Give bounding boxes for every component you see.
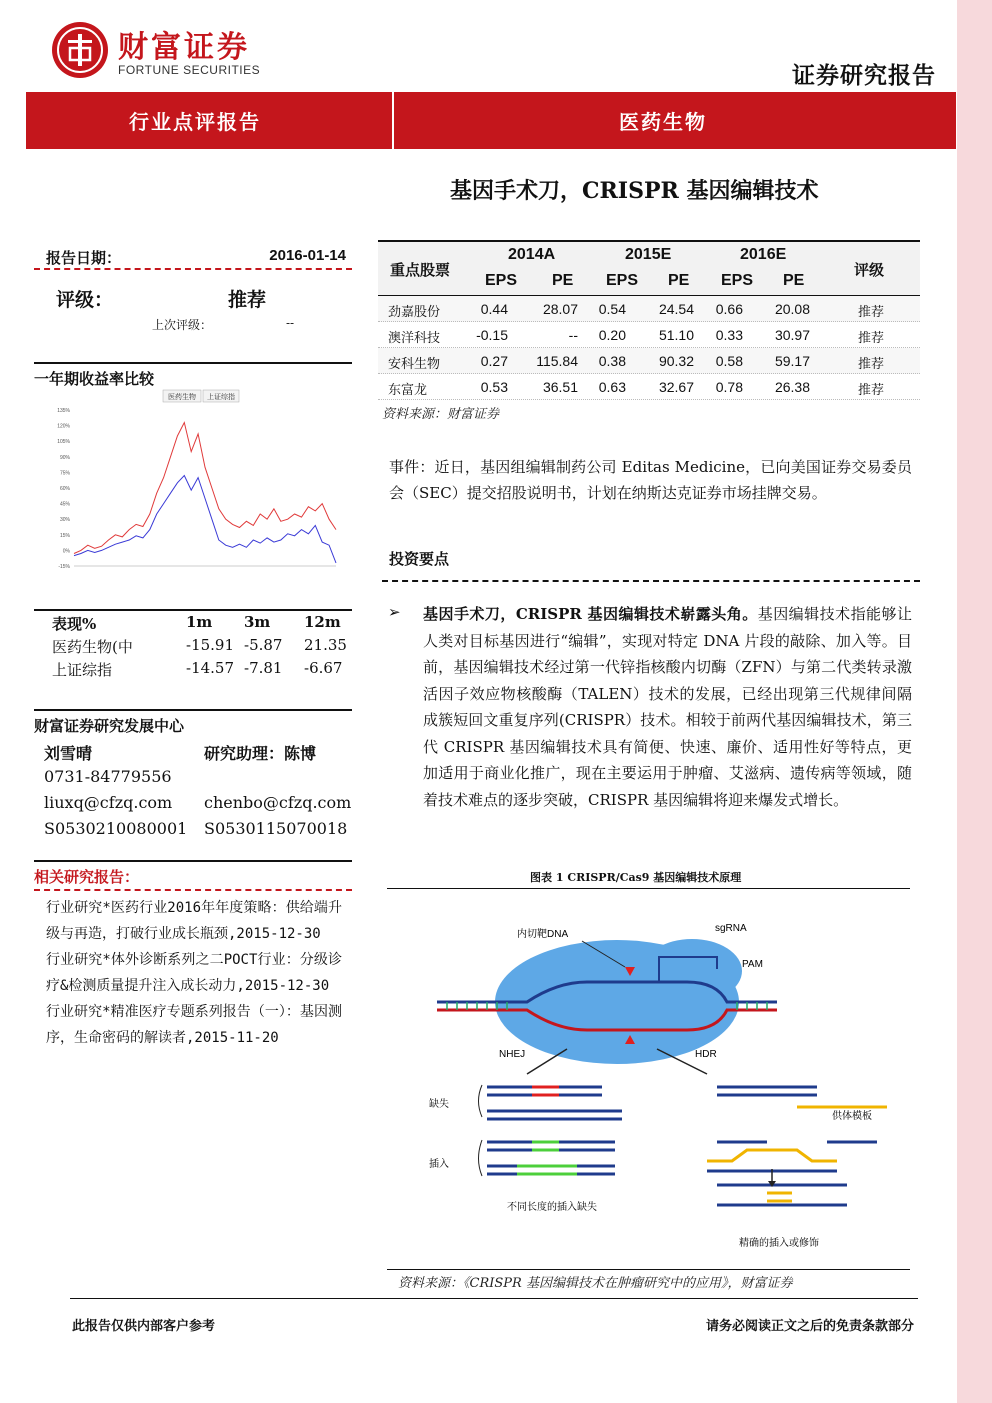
col-pe: PE — [783, 272, 805, 289]
stock-row — [378, 296, 920, 322]
header-banner — [26, 92, 956, 149]
stock-rating: 推荐 — [858, 357, 885, 372]
col-rating: 评级 — [854, 261, 885, 279]
perf-header-row — [34, 611, 352, 634]
perf-row — [34, 634, 352, 657]
stock-value: -0.15 — [476, 327, 508, 343]
stock-value: 0.33 — [715, 327, 743, 343]
report-date-value: 2016-01-14 — [269, 247, 346, 264]
bullet-headline: 基因手术刀，CRISPR 基因编辑技术崭露头角。 — [423, 605, 758, 623]
stock-value: 26.38 — [774, 379, 810, 395]
figure-source: 资料来源：《CRISPR 基因编辑技术在肿瘤研究中的应用》，财富证券 — [398, 1276, 793, 1291]
col-year-2015: 2015E — [625, 246, 672, 263]
stock-value: 0.44 — [480, 301, 508, 317]
stock-value: 59.17 — [774, 353, 810, 369]
industry-name: 医药生物 — [619, 110, 707, 134]
page-title: 基因手术刀，CRISPR 基因编辑技术 — [450, 178, 819, 204]
perf-12m: 21.35 — [304, 636, 347, 654]
perf-row-name: 医药生物(中 — [52, 638, 133, 656]
stock-value: 0.63 — [598, 379, 626, 395]
y-tick-label: 135% — [57, 408, 70, 414]
stock-value: 0.38 — [598, 353, 626, 369]
stock-value: 0.78 — [715, 379, 743, 395]
y-tick-label: 90% — [59, 454, 70, 461]
stock-rating: 推荐 — [858, 383, 885, 398]
label-deletion: 缺失 — [429, 1099, 449, 1110]
series-line-index — [74, 476, 336, 563]
y-tick-label: 75% — [59, 470, 70, 477]
legend-pharma: 医药生物 — [168, 394, 196, 401]
stock-value: 32.67 — [658, 379, 694, 395]
assistant-license: S0530115070018 — [204, 819, 348, 838]
col-eps: EPS — [485, 272, 518, 289]
rating-label: 评级： — [56, 289, 114, 311]
perf-3m: -5.87 — [244, 636, 283, 654]
investment-bullet — [423, 601, 912, 813]
fortune-seal-logo — [50, 20, 110, 80]
stock-name: 劲嘉股份 — [388, 305, 441, 320]
report-date-label: 报告日期： — [46, 249, 122, 267]
perf-1m: -15.91 — [186, 636, 235, 654]
y-tick-label: 120% — [57, 423, 70, 430]
perf-row-name: 上证综指 — [52, 661, 113, 679]
investment-heading: 投资要点 — [389, 550, 450, 568]
related-heading: 相关研究报告： — [34, 860, 352, 891]
related-report-item[interactable]: 行业研究*体外诊断系列之二POCT行业：分级诊疗&检测质量提升注入成长动力,2015-12-30 — [46, 952, 342, 994]
analyst-email[interactable]: liuxq@cfzq.com — [44, 793, 173, 812]
related-reports — [46, 895, 342, 1051]
footer-disclaimer: 请务必阅读正文之后的免责条款部分 — [705, 1319, 914, 1334]
perf-row — [34, 657, 352, 680]
performance-table — [34, 609, 352, 680]
key-stocks-table — [378, 240, 920, 400]
research-center: 财富证券研究发展中心 — [34, 709, 352, 736]
perf-12m: -6.67 — [304, 659, 343, 677]
label-target-dna: 内切靶DNA — [517, 929, 569, 940]
brand-english: FORTUNE SECURITIES — [118, 63, 261, 77]
stock-value: 0.54 — [598, 301, 626, 317]
y-tick-label: -15% — [58, 564, 70, 570]
analyst-name: 刘雪晴 — [44, 744, 93, 763]
perf-col-label: 表现% — [52, 615, 97, 633]
cas9-lobe-shape — [642, 939, 742, 1003]
stock-value: 51.10 — [658, 327, 694, 343]
stock-rating: 推荐 — [858, 331, 885, 346]
analyst-license: S0530210080001 — [44, 819, 188, 838]
legend-index: 上证综指 — [207, 394, 235, 401]
stock-value: 36.51 — [542, 379, 578, 395]
prev-rating-value: -- — [286, 316, 295, 330]
related-report-item[interactable]: 行业研究*精准医疗专题系列报告（一）：基因测序，生命密码的解读者,2015-11-20 — [46, 1004, 342, 1046]
label-sgrna: sgRNA — [715, 923, 747, 934]
report-category: 行业点评报告 — [129, 110, 261, 134]
y-tick-label: 105% — [57, 439, 70, 446]
label-pam: PAM — [742, 959, 763, 970]
doc-type: 证券研究报告 — [792, 62, 936, 89]
footer-divider — [70, 1298, 918, 1299]
report-date-row — [34, 244, 352, 270]
stock-value: 30.97 — [774, 327, 810, 343]
crispr-diagram — [387, 889, 910, 1271]
label-variable-indels: 不同长度的插入缺失 — [507, 1202, 597, 1213]
return-comparison-chart — [40, 388, 352, 588]
bullet-body: 基因编辑技术指能够让人类对目标基因进行“编辑”，实现对特定 DNA 片段的敲除、加入等。目前，基因编辑技术经过第一代锌指核酸内切酶（ZFN）与第二代类转录激活因子效应物核酸酶（TALEN）技术的发展，已经出现第三代规律间隔成簇短回文重复序列(CRISPR）技术。相较于前两代基因编辑技术，第三代 CRISPR 基因编辑技术具有简便、快速、廉价、适用性好等特点，更加适用于商业化推广，现在主要运用于肿瘤、艾滋病、遗传病等领域，随着技术难点的逐步突破，CRISPR 基因编辑将迎来爆发式增长。 — [423, 605, 912, 809]
figure-frame — [387, 888, 910, 1270]
stock-value: 0.66 — [715, 301, 743, 317]
col-year-2014: 2014A — [508, 246, 556, 263]
col-year-2016: 2016E — [740, 246, 787, 263]
stock-row — [378, 348, 920, 374]
stock-name: 东富龙 — [388, 383, 428, 398]
figure-caption: 图表 1 CRISPR/Cas9 基因编辑技术原理 — [530, 871, 742, 884]
brand-name: 财富证券 — [118, 30, 250, 65]
stock-value: 115.84 — [536, 353, 578, 369]
stock-value: 28.07 — [542, 301, 578, 317]
stock-value: 0.27 — [480, 353, 508, 369]
one-year-heading: 一年期收益率比较 — [34, 362, 352, 389]
col-pe: PE — [668, 272, 690, 289]
stock-value: 20.08 — [774, 301, 810, 317]
perf-col-3m: 3m — [244, 613, 271, 631]
event-paragraph: 事件：近日，基因组编辑制药公司 Editas Medicine，已向美国证券交易委员会（SEC）提交招股说明书，计划在纳斯达克证券市场挂牌交易。 — [389, 458, 912, 502]
y-tick-label: 60% — [59, 486, 70, 492]
col-pe: PE — [552, 272, 574, 289]
label-insertion: 插入 — [429, 1159, 449, 1170]
label-nhej: NHEJ — [499, 1049, 526, 1060]
y-tick-label: 0% — [62, 548, 70, 555]
y-tick-label: 30% — [59, 517, 70, 524]
col-eps: EPS — [606, 272, 639, 289]
table-source: 资料来源：财富证券 — [382, 407, 500, 422]
stock-value: 0.20 — [598, 327, 626, 343]
label-donor-template: 供体模板 — [832, 1111, 872, 1122]
perf-1m: -14.57 — [186, 659, 235, 677]
rating-value: 推荐 — [228, 289, 267, 311]
perf-col-1m: 1m — [186, 613, 213, 631]
stock-value: 0.58 — [715, 353, 743, 369]
col-key-stocks: 重点股票 — [390, 261, 451, 279]
y-tick-label: 15% — [59, 532, 70, 539]
label-hdr: HDR — [695, 1049, 717, 1060]
stock-value: 24.54 — [658, 301, 694, 317]
analyst-phone: 0731-84779556 — [44, 767, 172, 786]
label-precise-edit: 精确的插入或修饰 — [739, 1238, 819, 1249]
assistant-email[interactable]: chenbo@cfzq.com — [204, 793, 352, 812]
perf-3m: -7.81 — [244, 659, 283, 677]
stock-value: 90.32 — [658, 353, 694, 369]
investment-divider — [382, 580, 920, 582]
stock-value: -- — [568, 327, 578, 343]
stock-table-header — [378, 242, 920, 296]
y-tick-label: 45% — [59, 501, 70, 508]
stock-rating: 推荐 — [858, 305, 885, 320]
banner-divider — [392, 92, 394, 149]
stock-value: 0.53 — [480, 379, 508, 395]
bullet-arrow-icon: ➢ — [388, 603, 401, 621]
col-eps: EPS — [721, 272, 754, 289]
stock-name: 安科生物 — [388, 357, 441, 372]
assistant-label: 研究助理：陈博 — [204, 744, 317, 763]
footer-notice: 此报告仅供内部客户参考 — [72, 1319, 216, 1334]
stock-row — [378, 322, 920, 348]
stock-row — [378, 374, 920, 400]
related-report-item[interactable]: 行业研究*医药行业2016年年度策略：供给端升级与再造，打破行业成长瓶颈,2015-12-30 — [46, 900, 342, 942]
side-strip — [957, 0, 992, 1403]
prev-rating-label: 上次评级： — [152, 318, 213, 332]
perf-col-12m: 12m — [304, 613, 341, 631]
stock-name: 澳洋科技 — [388, 331, 441, 346]
